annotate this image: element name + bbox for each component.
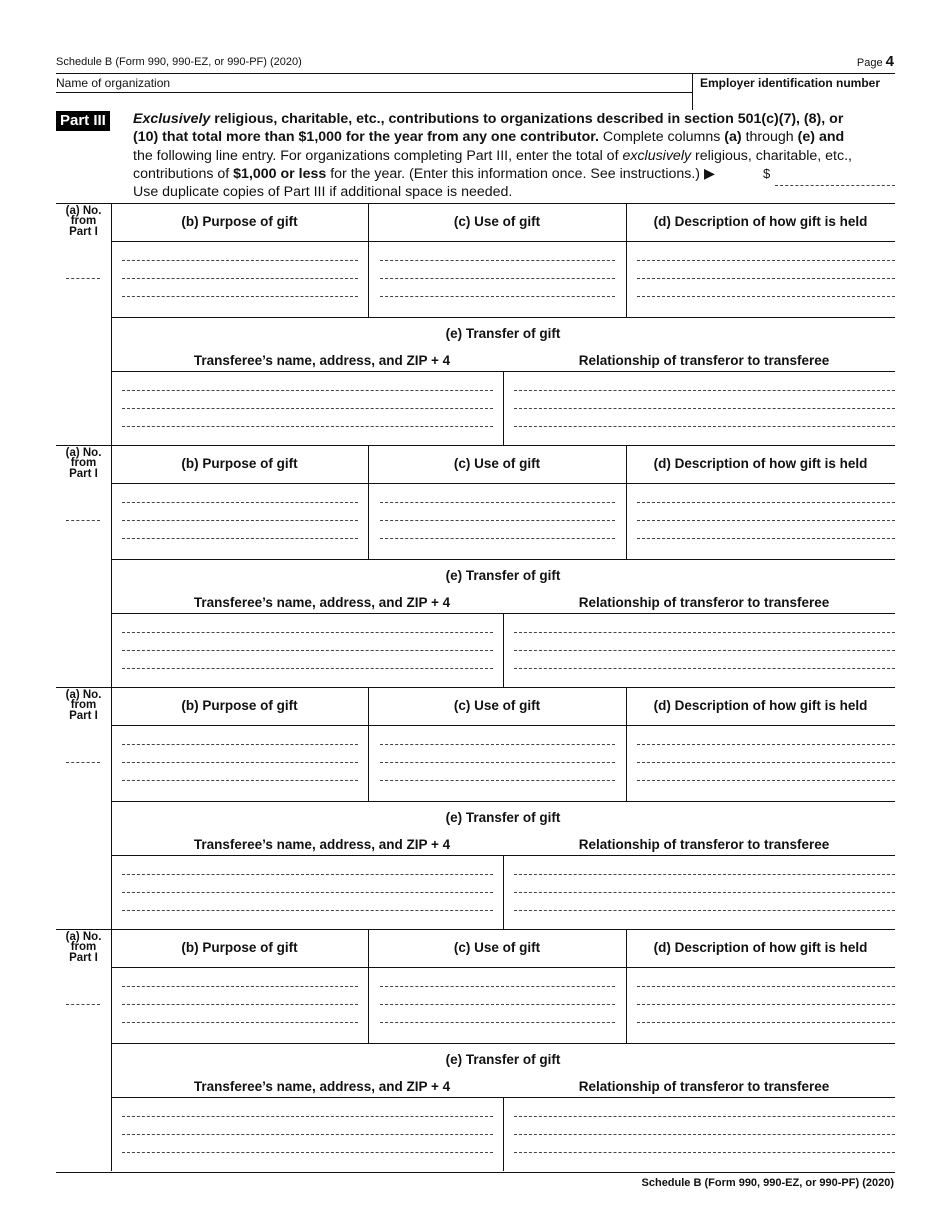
block-4-transferee-line-1[interactable] <box>122 1116 493 1117</box>
block-1-relationship-line-2[interactable] <box>514 408 895 409</box>
block-4-description-line-1[interactable] <box>637 986 895 987</box>
block-4-relationship-line-1[interactable] <box>514 1116 895 1117</box>
block-4-a-header-line1: (a) No. <box>65 931 102 943</box>
block-3-top-rule <box>56 687 895 688</box>
block-2-transferee-header: Transferee’s name, address, and ZIP + 4 <box>193 595 451 610</box>
block-1-description-line-3[interactable] <box>637 296 895 297</box>
block-3-purpose-line-1[interactable] <box>122 744 358 745</box>
page-label: Page <box>856 57 883 69</box>
block-1-transferee-line-3[interactable] <box>122 426 493 427</box>
block-2-description-line-2[interactable] <box>637 520 895 521</box>
intro-line-3: the following line entry. For organizations completing Part III, enter the total of exclusively religious, charitable, etc., <box>133 147 852 164</box>
block-3-use-line-1[interactable] <box>380 744 615 745</box>
block-3-relationship-line-1[interactable] <box>514 874 895 875</box>
block-4-transferee-header: Transferee’s name, address, and ZIP + 4 <box>193 1079 451 1094</box>
block-4-col-b-header: (b) Purpose of gift <box>181 940 298 955</box>
block-4-a-number-field[interactable] <box>66 1004 100 1005</box>
bottom-rule <box>56 1172 895 1173</box>
block-1-transfer-divider <box>503 371 504 445</box>
block-4-use-line-1[interactable] <box>380 986 615 987</box>
block-4-relationship-header: Relationship of transferor to transferee <box>578 1079 830 1094</box>
block-1-transfer-header: (e) Transfer of gift <box>445 326 561 341</box>
block-3-transferee-line-1[interactable] <box>122 874 493 875</box>
total-amount-field[interactable] <box>775 185 895 186</box>
block-1-description-line-1[interactable] <box>637 260 895 261</box>
block-2-col-b-header: (b) Purpose of gift <box>181 456 298 471</box>
block-4-purpose-line-1[interactable] <box>122 986 358 987</box>
organization-name-field[interactable] <box>56 92 692 93</box>
block-1-relationship-line-1[interactable] <box>514 390 895 391</box>
block-1-col-c-header: (c) Use of gift <box>453 214 541 229</box>
block-2-relationship-header: Relationship of transferor to transferee <box>578 595 830 610</box>
block-3-transferee-line-3[interactable] <box>122 910 493 911</box>
block-4-description-line-3[interactable] <box>637 1022 895 1023</box>
header-rule <box>56 73 895 74</box>
block-3-purpose-line-3[interactable] <box>122 780 358 781</box>
block-3-transfer-header: (e) Transfer of gift <box>445 810 561 825</box>
block-2-col-d-header: (d) Description of how gift is held <box>653 456 868 471</box>
block-4-a-header-line2: from <box>70 941 97 953</box>
block-1-relationship-line-3[interactable] <box>514 426 895 427</box>
block-2-use-line-2[interactable] <box>380 520 615 521</box>
block-1-a-col-divider <box>111 203 112 445</box>
block-2-a-header-line3: Part I <box>69 468 98 480</box>
block-3-col-d-header: (d) Description of how gift is held <box>653 698 868 713</box>
block-2-description-line-3[interactable] <box>637 538 895 539</box>
block-4-description-line-2[interactable] <box>637 1004 895 1005</box>
block-2-transferee-line-1[interactable] <box>122 632 493 633</box>
block-2-use-line-3[interactable] <box>380 538 615 539</box>
block-1-row-rule <box>111 317 895 318</box>
block-4-transfer-header: (e) Transfer of gift <box>445 1052 561 1067</box>
block-1-transferee-line-2[interactable] <box>122 408 493 409</box>
block-1-use-line-2[interactable] <box>380 278 615 279</box>
intro-line-1: Exclusively religious, charitable, etc., contributions to organizations described in section 501(c)(7), (8), or <box>133 111 844 127</box>
block-3-purpose-line-2[interactable] <box>122 762 358 763</box>
block-1-purpose-line-2[interactable] <box>122 278 358 279</box>
block-2-header-rule <box>111 483 895 484</box>
block-4-top-rule <box>56 929 895 930</box>
block-1-purpose-line-3[interactable] <box>122 296 358 297</box>
footer-form-identifier: Schedule B (Form 990, 990-EZ, or 990-PF) (2020) <box>641 1177 894 1189</box>
block-2-relationship-line-1[interactable] <box>514 632 895 633</box>
block-1-use-line-1[interactable] <box>380 260 615 261</box>
block-2-top-rule <box>56 445 895 446</box>
block-4-col-d-header: (d) Description of how gift is held <box>653 940 868 955</box>
block-1-col-d-header: (d) Description of how gift is held <box>653 214 868 229</box>
block-3-relationship-line-2[interactable] <box>514 892 895 893</box>
part-instructions <box>133 110 898 201</box>
block-2-a-col-divider <box>111 445 112 687</box>
block-4-relationship-line-3[interactable] <box>514 1152 895 1153</box>
block-1-col-b-header: (b) Purpose of gift <box>181 214 298 229</box>
block-2-a-header-line1: (a) No. <box>65 447 102 459</box>
intro-line-2: (10) that total more than $1,000 for the year from any one contributor. Complete columns (a) through (e) and <box>133 129 845 146</box>
block-1-description-line-2[interactable] <box>637 278 895 279</box>
block-2-transferee-line-3[interactable] <box>122 668 493 669</box>
ein-divider <box>692 73 693 110</box>
block-2-col-c-header: (c) Use of gift <box>453 456 541 471</box>
block-1-transferee-line-1[interactable] <box>122 390 493 391</box>
block-2-purpose-line-3[interactable] <box>122 538 358 539</box>
block-1-relationship-header: Relationship of transferor to transferee <box>578 353 830 368</box>
block-1-top-rule <box>56 203 895 204</box>
dollar-sign: $ <box>763 166 771 181</box>
block-3-col-c-header: (c) Use of gift <box>453 698 541 713</box>
block-1-a-header-line2: from <box>70 215 97 227</box>
intro-line-5: Use duplicate copies of Part III if additional space is needed. <box>133 184 513 201</box>
block-2-transfer-divider <box>503 613 504 687</box>
block-3-a-col-divider <box>111 687 112 929</box>
block-4-relationship-line-2[interactable] <box>514 1134 895 1135</box>
block-2-relationship-line-2[interactable] <box>514 650 895 651</box>
organization-name-label: Name of organization <box>56 76 171 90</box>
block-4-purpose-line-2[interactable] <box>122 1004 358 1005</box>
form-identifier: Schedule B (Form 990, 990-EZ, or 990-PF) (2020) <box>56 56 302 68</box>
block-4-row-rule <box>111 1043 895 1044</box>
block-3-transfer-divider <box>503 855 504 929</box>
block-2-transferee-line-2[interactable] <box>122 650 493 651</box>
block-3-a-number-field[interactable] <box>66 762 100 763</box>
block-1-purpose-line-1[interactable] <box>122 260 358 261</box>
block-3-a-header-line1: (a) No. <box>65 689 102 701</box>
block-3-use-line-3[interactable] <box>380 780 615 781</box>
block-1-a-number-field[interactable] <box>66 278 100 279</box>
block-2-purpose-line-2[interactable] <box>122 520 358 521</box>
block-2-transfer-header: (e) Transfer of gift <box>445 568 561 583</box>
block-2-use-line-1[interactable] <box>380 502 615 503</box>
block-3-col-b-header: (b) Purpose of gift <box>181 698 298 713</box>
block-3-description-line-2[interactable] <box>637 762 895 763</box>
block-4-purpose-line-3[interactable] <box>122 1022 358 1023</box>
block-2-relationship-line-3[interactable] <box>514 668 895 669</box>
block-4-a-col-divider <box>111 929 112 1171</box>
block-1-transferee-header: Transferee’s name, address, and ZIP + 4 <box>193 353 451 368</box>
page-number: 4 <box>885 53 894 70</box>
block-3-transferee-header: Transferee’s name, address, and ZIP + 4 <box>193 837 451 852</box>
block-4-header-rule <box>111 967 895 968</box>
block-3-description-line-1[interactable] <box>637 744 895 745</box>
block-4-col-c-header: (c) Use of gift <box>453 940 541 955</box>
block-2-a-header-line2: from <box>70 457 97 469</box>
block-3-row-rule <box>111 801 895 802</box>
block-2-a-number-field[interactable] <box>66 520 100 521</box>
block-2-description-line-1[interactable] <box>637 502 895 503</box>
block-3-relationship-line-3[interactable] <box>514 910 895 911</box>
block-1-header-rule <box>111 241 895 242</box>
block-3-use-line-2[interactable] <box>380 762 615 763</box>
block-3-relationship-header: Relationship of transferor to transferee <box>578 837 830 852</box>
block-2-row-rule <box>111 559 895 560</box>
block-1-use-line-3[interactable] <box>380 296 615 297</box>
block-1-a-header-line1: (a) No. <box>65 205 102 217</box>
intro-line-4: contributions of $1,000 or less for the year. (Enter this information once. See instructions.) ▶ <box>133 165 715 182</box>
block-3-transferee-line-2[interactable] <box>122 892 493 893</box>
block-3-a-header-line2: from <box>70 699 97 711</box>
block-4-use-line-3[interactable] <box>380 1022 615 1023</box>
block-3-a-header-line3: Part I <box>69 710 98 722</box>
block-4-a-header-line3: Part I <box>69 952 98 964</box>
block-4-transfer-divider <box>503 1097 504 1171</box>
block-2-purpose-line-1[interactable] <box>122 502 358 503</box>
block-4-transferee-line-2[interactable] <box>122 1134 493 1135</box>
block-4-transferee-line-3[interactable] <box>122 1152 493 1153</box>
page-indicator <box>857 53 894 70</box>
block-4-use-line-2[interactable] <box>380 1004 615 1005</box>
block-3-description-line-3[interactable] <box>637 780 895 781</box>
block-3-header-rule <box>111 725 895 726</box>
part-badge: Part III <box>56 111 110 131</box>
block-1-a-header-line3: Part I <box>69 226 98 238</box>
ein-label: Employer identification number <box>700 76 881 90</box>
